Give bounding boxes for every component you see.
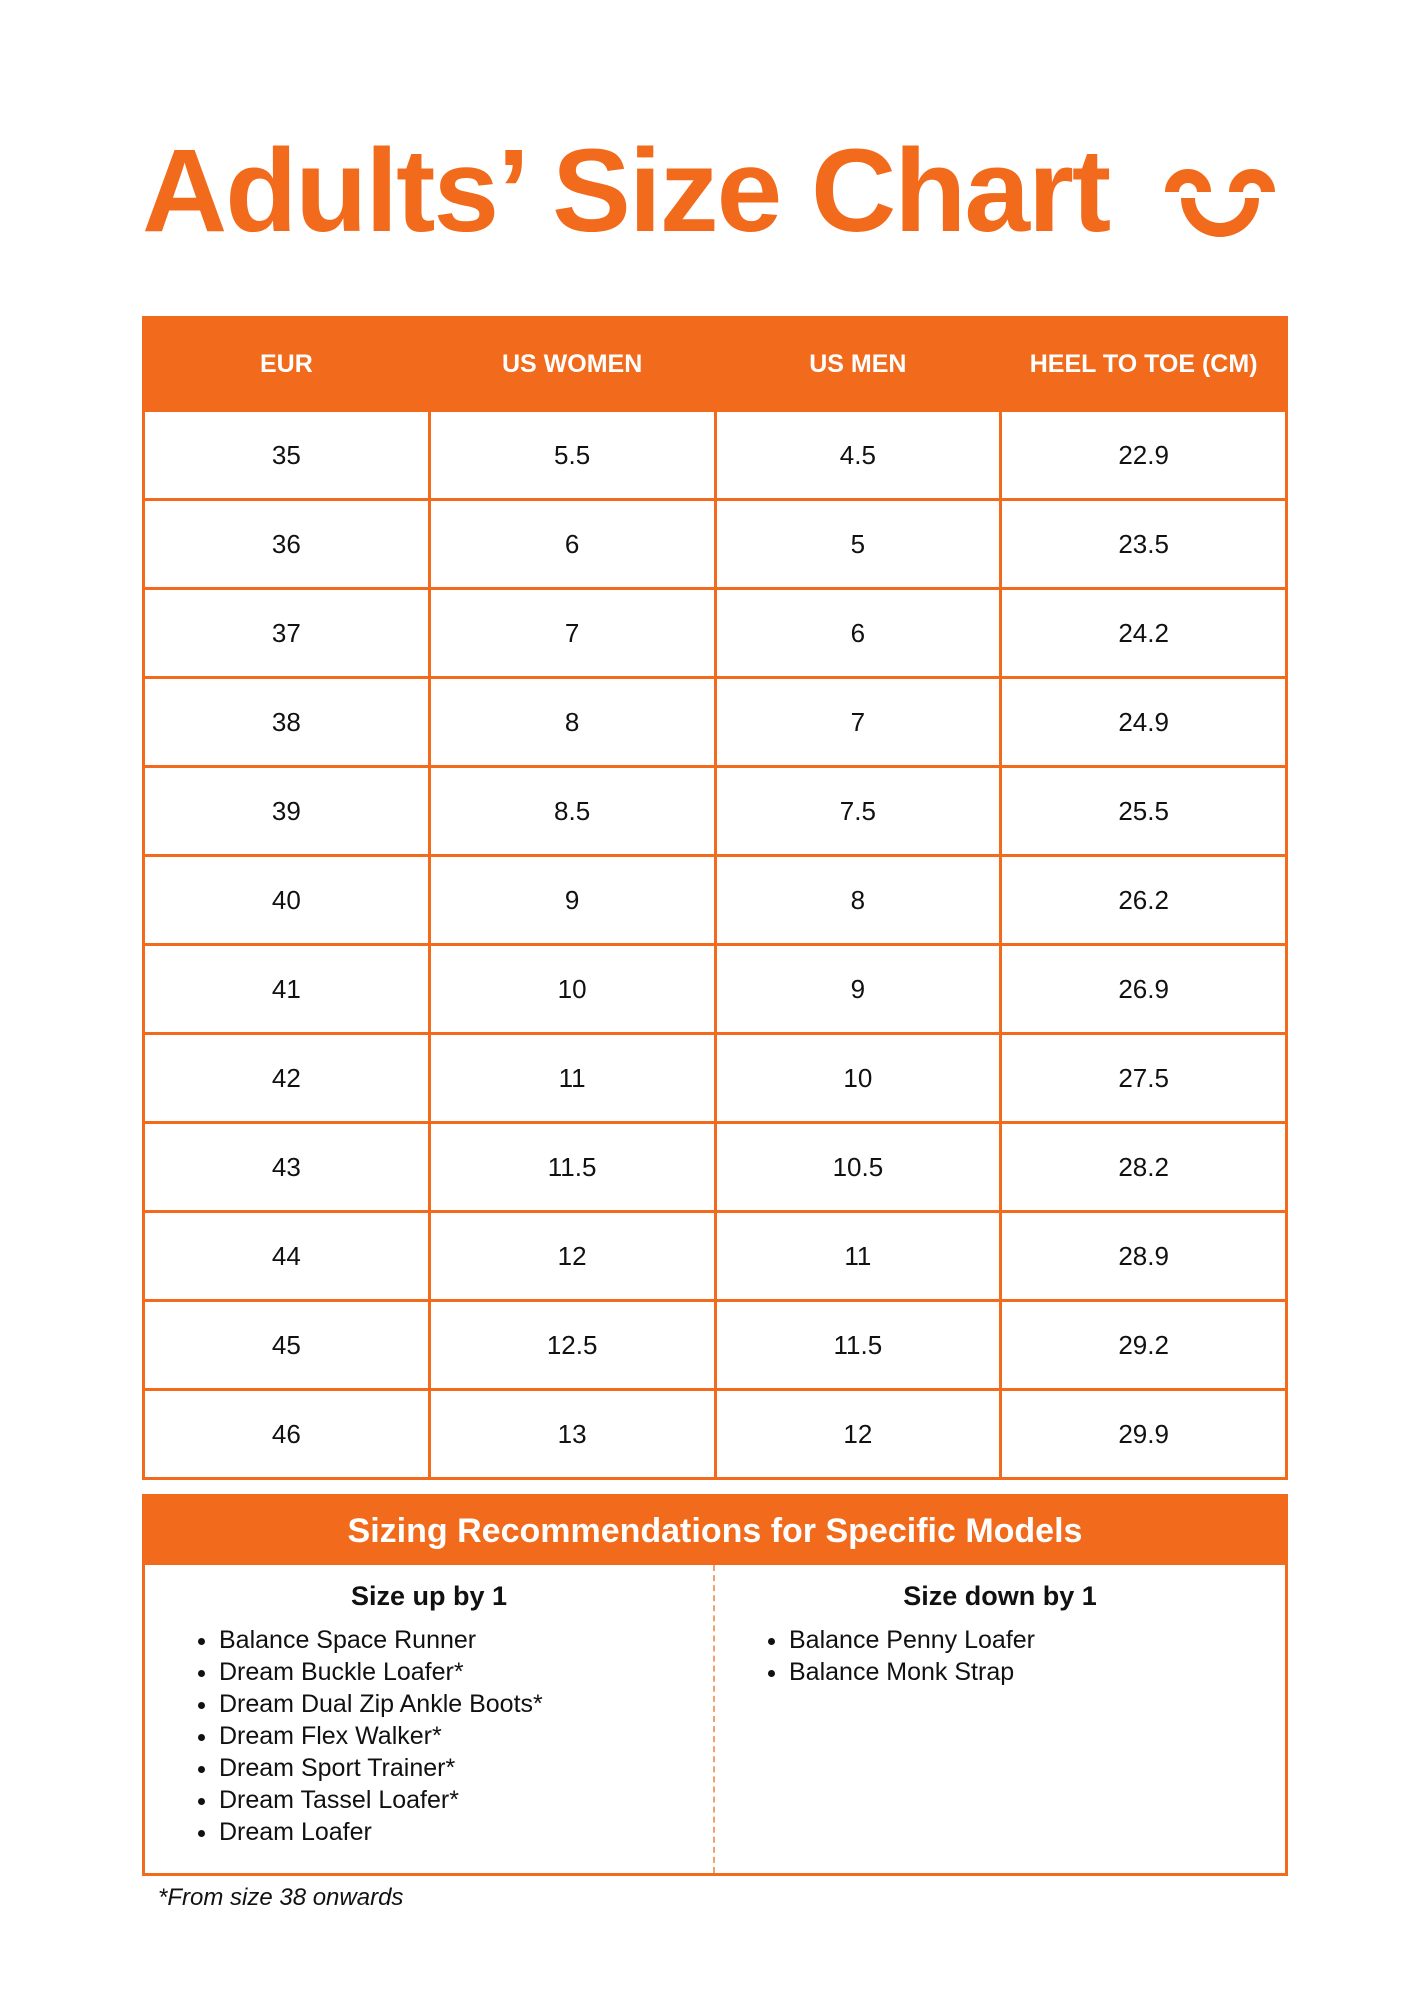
list-item: • Balance Space Runner: [219, 1624, 713, 1656]
table-row: [144, 589, 1287, 678]
table-row: [144, 1034, 1287, 1123]
table-cell: 4.5: [715, 411, 1001, 500]
list-item: • Dream Buckle Loafer*: [219, 1656, 713, 1688]
table-cell: 6: [715, 589, 1001, 678]
table-cell: 8: [429, 678, 715, 767]
table-cell: 25.5: [1001, 767, 1287, 856]
table-cell: 10: [715, 1034, 1001, 1123]
sizing-recommendations: [142, 1494, 1288, 1876]
size-up-heading: Size up by 1: [350, 1581, 508, 1611]
column-header: EUR: [144, 318, 430, 411]
footnote: *From size 38 onwards: [158, 1884, 404, 1911]
table-cell: 9: [429, 856, 715, 945]
size-chart-table: [142, 316, 1288, 1480]
size-up-list: [145, 1624, 713, 1848]
table-cell: 10: [429, 945, 715, 1034]
table-cell: 35: [144, 411, 430, 500]
smiley-logo-icon: [1162, 158, 1278, 242]
table-cell: 11.5: [429, 1123, 715, 1212]
table-cell: 22.9: [1001, 411, 1287, 500]
table-cell: 39: [144, 767, 430, 856]
table-cell: 7: [429, 589, 715, 678]
column-header: HEEL TO TOE (CM): [1001, 318, 1287, 411]
table-cell: 26.9: [1001, 945, 1287, 1034]
size-down-heading: Size down by 1: [903, 1581, 1097, 1611]
table-cell: 9: [715, 945, 1001, 1034]
table-cell: 11: [429, 1034, 715, 1123]
table-header-row: [144, 318, 1287, 411]
table-row: [144, 945, 1287, 1034]
table-cell: 23.5: [1001, 500, 1287, 589]
list-item: • Dream Tassel Loafer*: [219, 1784, 713, 1816]
table-cell: 38: [144, 678, 430, 767]
table-cell: 11: [715, 1212, 1001, 1301]
table-row: [144, 500, 1287, 589]
table-cell: 5.5: [429, 411, 715, 500]
table-cell: 46: [144, 1390, 430, 1479]
table-cell: 40: [144, 856, 430, 945]
table-row: [144, 411, 1287, 500]
table-cell: 7: [715, 678, 1001, 767]
table-row: [144, 1301, 1287, 1390]
table-cell: 27.5: [1001, 1034, 1287, 1123]
table-cell: 44: [144, 1212, 430, 1301]
table-cell: 42: [144, 1034, 430, 1123]
table-cell: 24.2: [1001, 589, 1287, 678]
column-header: US WOMEN: [429, 318, 715, 411]
table-cell: 26.2: [1001, 856, 1287, 945]
table-cell: 8.5: [429, 767, 715, 856]
table-cell: 7.5: [715, 767, 1001, 856]
size-down-list: [715, 1624, 1285, 1688]
table-cell: 24.9: [1001, 678, 1287, 767]
table-cell: 6: [429, 500, 715, 589]
table-cell: 12: [715, 1390, 1001, 1479]
list-item: • Balance Monk Strap: [789, 1656, 1285, 1688]
table-cell: 28.9: [1001, 1212, 1287, 1301]
table-row: [144, 678, 1287, 767]
list-item: • Dream Dual Zip Ankle Boots*: [219, 1688, 713, 1720]
list-item: • Balance Penny Loafer: [789, 1624, 1285, 1656]
table-cell: 41: [144, 945, 430, 1034]
table-cell: 28.2: [1001, 1123, 1287, 1212]
table-cell: 10.5: [715, 1123, 1001, 1212]
list-item: • Dream Flex Walker*: [219, 1720, 713, 1752]
table-cell: 5: [715, 500, 1001, 589]
list-item: • Dream Loafer: [219, 1816, 713, 1848]
table-row: [144, 856, 1287, 945]
table-cell: 12.5: [429, 1301, 715, 1390]
recommendations-title: Sizing Recommendations for Specific Models: [145, 1497, 1285, 1565]
table-cell: 36: [144, 500, 430, 589]
table-cell: 37: [144, 589, 430, 678]
table-row: [144, 1212, 1287, 1301]
column-header: US MEN: [715, 318, 1001, 411]
table-cell: 43: [144, 1123, 430, 1212]
table-row: [144, 1123, 1287, 1212]
table-cell: 29.2: [1001, 1301, 1287, 1390]
page-title: Adults’ Size Chart: [142, 125, 1110, 257]
table-cell: 8: [715, 856, 1001, 945]
table-row: [144, 1390, 1287, 1479]
table-cell: 13: [429, 1390, 715, 1479]
size-up-column: [145, 1565, 715, 1873]
size-down-column: [715, 1565, 1285, 1873]
table-cell: 11.5: [715, 1301, 1001, 1390]
table-cell: 45: [144, 1301, 430, 1390]
table-cell: 29.9: [1001, 1390, 1287, 1479]
table-row: [144, 767, 1287, 856]
list-item: • Dream Sport Trainer*: [219, 1752, 713, 1784]
table-cell: 12: [429, 1212, 715, 1301]
